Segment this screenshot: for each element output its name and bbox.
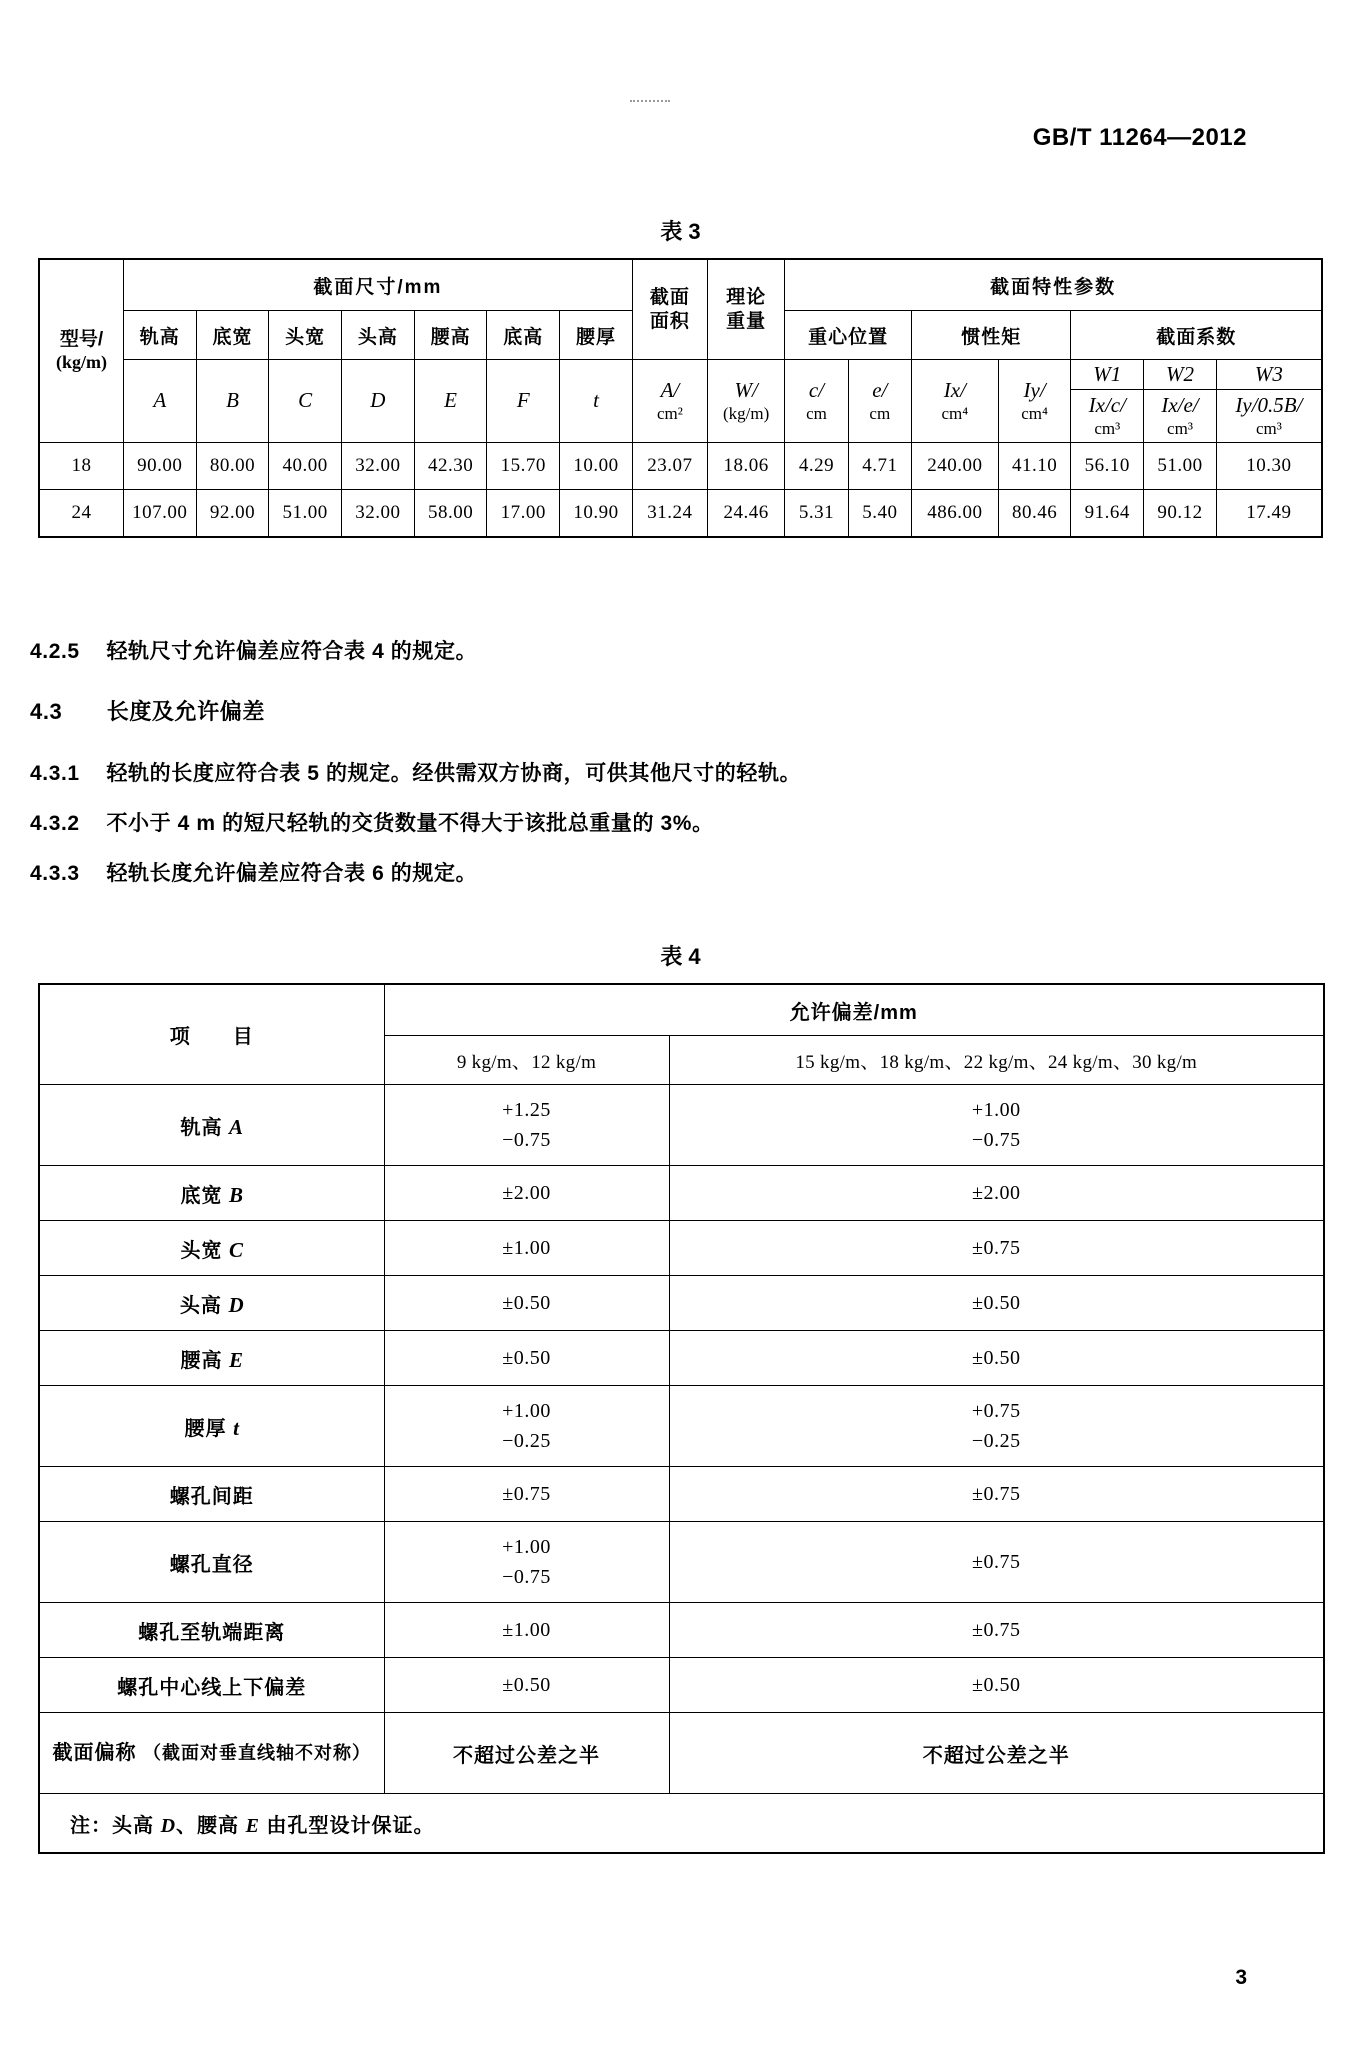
- table3-row: [39, 442, 1322, 489]
- table4-value-large-bottom: −0.75: [971, 1129, 1021, 1151]
- table3-header-weight-line1: 理论: [726, 286, 767, 308]
- table4-note: [39, 1794, 1324, 1854]
- table3-cell-b: 80.00: [196, 442, 269, 489]
- table3-header-iy-sym-text: Iy/: [1023, 378, 1046, 402]
- table4-row: [39, 1276, 1324, 1331]
- table3-header-e-unit: cm: [869, 404, 891, 424]
- table4-cell-large: [669, 1386, 1324, 1467]
- paragraph-4-3-1-number: 4.3.1: [30, 762, 80, 785]
- table3-header-dim-f: 底高: [487, 311, 560, 360]
- table4-cell-item: 螺孔间距: [39, 1467, 384, 1522]
- table4-cell-item: 螺孔直径: [39, 1522, 384, 1603]
- table3-cell-centroid-c: 5.31: [785, 489, 848, 537]
- table3-cell-model: 24: [39, 489, 123, 537]
- table3-cell-t: 10.00: [560, 442, 633, 489]
- page-number: 3: [1235, 1966, 1247, 1989]
- table4-header-item: 项 目: [39, 984, 384, 1085]
- table3-header-weight-unit: (kg/m): [723, 404, 770, 424]
- table3-header-sym-c: C: [269, 360, 342, 443]
- table3-cell-f: 15.70: [487, 442, 560, 489]
- table4-row: [39, 1221, 1324, 1276]
- paragraph-4-3-1-text: 轻轨的长度应符合表 5 的规定。经供需双方协商，可供其他尺寸的轻轨。: [106, 762, 802, 785]
- table3-header-dim-e: 腰高: [414, 311, 487, 360]
- table3-header-weight-cjk: [707, 259, 784, 360]
- table4-cell-small: ±2.00: [384, 1166, 669, 1221]
- table3-header-c-sym: [785, 360, 848, 443]
- table3-cell-w2: 90.12: [1144, 489, 1217, 537]
- table4-cell-large: ±2.00: [669, 1166, 1324, 1221]
- table3-header-dim-d: 头高: [342, 311, 415, 360]
- table3-header-w2-sym: Ix/e/: [1161, 393, 1199, 417]
- table4-item-symbol: D: [228, 1292, 244, 1317]
- table3-cell-e: 58.00: [414, 489, 487, 537]
- table3-header-sym-e: E: [414, 360, 487, 443]
- table3-header-w1: W1: [1071, 360, 1144, 390]
- table3-cell-ix: 486.00: [911, 489, 998, 537]
- table3-header-ix-unit: cm⁴: [941, 404, 969, 424]
- table3-header-section-area-line2: 面积: [649, 310, 690, 332]
- table3-caption: 表 3: [660, 219, 701, 244]
- table3-cell-w2: 51.00: [1144, 442, 1217, 489]
- table4-row: [39, 1658, 1324, 1713]
- table3-header-section-modulus: 截面系数: [1071, 311, 1322, 360]
- table3-header-dim-t: 腰厚: [560, 311, 633, 360]
- table4-value-small-bottom: −0.25: [502, 1430, 551, 1452]
- table4-value-large-bottom: −0.25: [971, 1430, 1021, 1452]
- table3-header-area-unit: cm²: [656, 404, 683, 424]
- table4-cell-item: [39, 1166, 384, 1221]
- table3-header-sym-d: D: [342, 360, 415, 443]
- table3-cell-area: 31.24: [632, 489, 707, 537]
- paragraph-4-2-5: [30, 640, 1330, 663]
- table3-cell-centroid-e: 5.40: [848, 489, 911, 537]
- table4-value-large-top: +0.75: [971, 1400, 1021, 1422]
- table4-cell-small: ±1.00: [384, 1603, 669, 1658]
- table3-header-dim-a: 轨高: [123, 311, 196, 360]
- paragraph-4-3-3-number: 4.3.3: [30, 862, 80, 885]
- table3-header-e-sym-text: e/: [872, 378, 888, 402]
- table4-note-text-a: 头高: [112, 1814, 161, 1837]
- table4-note-prefix: 注：: [70, 1814, 112, 1837]
- table3: [38, 258, 1323, 538]
- table4-cell-large: ±0.75: [669, 1467, 1324, 1522]
- table4-header-spec-large: 15 kg/m、18 kg/m、22 kg/m、24 kg/m、30 kg/m: [669, 1036, 1324, 1085]
- table3-cell-c: 40.00: [269, 442, 342, 489]
- table3-header-ix-sym: [911, 360, 998, 443]
- table3-cell-w1: 91.64: [1071, 489, 1144, 537]
- table3-cell-c: 51.00: [269, 489, 342, 537]
- paragraph-4-3-2-number: 4.3.2: [30, 812, 80, 835]
- table3-container: [38, 215, 1323, 538]
- table3-header-ix-sym-text: Ix/: [943, 378, 966, 402]
- table3-cell-d: 32.00: [342, 442, 415, 489]
- table3-cell-t: 10.90: [560, 489, 633, 537]
- table4-cell-item: 螺孔中心线上下偏差: [39, 1658, 384, 1713]
- table4-cell-small: [384, 1386, 669, 1467]
- table3-row: [39, 489, 1322, 537]
- table3-cell-a: 90.00: [123, 442, 196, 489]
- table3-header-model-unit: (kg/m): [55, 352, 107, 373]
- table4-cell-asymmetry-large: 不超过公差之半: [669, 1713, 1324, 1794]
- paragraph-4-2-5-text: 轻轨尺寸允许偏差应符合表 4 的规定。: [106, 640, 478, 663]
- table4-row: [39, 1467, 1324, 1522]
- table3-header-c-sym-text: c/: [808, 378, 825, 402]
- table3-header-weight-sym: [707, 360, 784, 443]
- table3-cell-d: 32.00: [342, 489, 415, 537]
- table3-header-section-area-cjk: [632, 259, 707, 360]
- table4-caption: 表 4: [660, 944, 701, 969]
- table4-cell-large: ±0.50: [669, 1331, 1324, 1386]
- table4-cell-small: [384, 1522, 669, 1603]
- table4-header-top: [39, 984, 1324, 1036]
- table3-cell-w3: 17.49: [1216, 489, 1322, 537]
- table4-note-symbol-e: E: [245, 1814, 260, 1837]
- table3-cell-f: 17.00: [487, 489, 560, 537]
- table4-value-small-top: +1.00: [502, 1400, 551, 1422]
- table4-value-small-top: +1.00: [502, 1536, 551, 1558]
- table4: [38, 983, 1325, 1854]
- table4-row: [39, 1603, 1324, 1658]
- table3-header-w2-formula: [1144, 390, 1217, 443]
- table4-item-symbol: E: [229, 1347, 244, 1372]
- table3-cell-ix: 240.00: [911, 442, 998, 489]
- table4-value-small-bottom: −0.75: [502, 1129, 551, 1151]
- table4-cell-small: ±1.00: [384, 1221, 669, 1276]
- paragraph-4-3-3: [30, 862, 1330, 885]
- paragraph-4-2-5-number: 4.2.5: [30, 640, 80, 663]
- table4-asymmetry-line2: （截面对垂直线轴不对称）: [143, 1742, 372, 1763]
- table3-cell-centroid-e: 4.71: [848, 442, 911, 489]
- paragraph-4-3-1: [30, 762, 1330, 785]
- table4-note-symbol-d: D: [160, 1814, 177, 1837]
- table4-value-small-bottom: −0.75: [502, 1566, 551, 1588]
- table4-item-label: 腰高: [180, 1349, 223, 1372]
- table4-header-allowance: 允许偏差/mm: [384, 984, 1324, 1036]
- table4-row-asymmetry: [39, 1713, 1324, 1794]
- table3-header-e-sym: [848, 360, 911, 443]
- table3-header-section-area-line1: 截面: [649, 286, 690, 308]
- table4-cell-large: ±0.75: [669, 1603, 1324, 1658]
- table4-item-symbol: A: [229, 1114, 244, 1139]
- table3-header-w3-unit: cm³: [1255, 419, 1282, 439]
- table3-cell-w3: 10.30: [1216, 442, 1322, 489]
- paragraph-4-3-2-text: 不小于 4 m 的短尺轻轨的交货数量不得大于该批总重量的 3%。: [106, 812, 714, 835]
- table3-cell-w1: 56.10: [1071, 442, 1144, 489]
- table3-header-dim-c: 头宽: [269, 311, 342, 360]
- table3-header-inertia: 惯性矩: [911, 311, 1070, 360]
- table4-cell-large: ±0.75: [669, 1522, 1324, 1603]
- table3-header-dim-b: 底宽: [196, 311, 269, 360]
- table4-row: [39, 1386, 1324, 1467]
- table4-cell-item: [39, 1276, 384, 1331]
- table3-header-w2: W2: [1144, 360, 1217, 390]
- table4-cell-large: [669, 1085, 1324, 1166]
- table4-item-label: 头宽: [180, 1239, 223, 1262]
- section-heading-4-3: [30, 700, 1330, 724]
- table3-header-w3: W3: [1216, 360, 1322, 390]
- table3-header-c-unit: cm: [806, 404, 827, 424]
- table3-cell-model: 18: [39, 442, 123, 489]
- table3-header-sym-t: t: [560, 360, 633, 443]
- table4-cell-small: ±0.50: [384, 1276, 669, 1331]
- table3-header-w3-sym: Iy/0.5B/: [1235, 393, 1303, 417]
- table4-cell-item: [39, 1386, 384, 1467]
- table4-header-spec-small: 9 kg/m、12 kg/m: [384, 1036, 669, 1085]
- table3-header-groups: [39, 259, 1322, 311]
- table3-header-centroid: 重心位置: [785, 311, 912, 360]
- table3-header-sym-f: F: [487, 360, 560, 443]
- table3-header-weight-line2: 重量: [726, 310, 767, 332]
- table4-value-large-top: +1.00: [971, 1099, 1021, 1121]
- crop-mark: [630, 100, 670, 105]
- table3-header-area-sym-text: A/: [660, 378, 680, 402]
- table3-header-w2-unit: cm³: [1167, 419, 1193, 439]
- table3-header-area-sym: [632, 360, 707, 443]
- section-heading-4-3-number: 4.3: [30, 699, 63, 724]
- table4-row: [39, 1085, 1324, 1166]
- paragraph-4-3-2: [30, 812, 1330, 835]
- table3-header-symbols: [39, 360, 1322, 390]
- table4-item-label: 腰厚: [184, 1417, 227, 1440]
- table3-cell-area: 23.07: [632, 442, 707, 489]
- table3-header-w1-formula: [1071, 390, 1144, 443]
- table4-item-label: 底宽: [180, 1184, 223, 1207]
- table4-cell-small: ±0.75: [384, 1467, 669, 1522]
- table3-cell-iy: 41.10: [998, 442, 1071, 489]
- table3-header-model: [39, 259, 123, 442]
- table3-cell-b: 92.00: [196, 489, 269, 537]
- table3-header-weight-sym-text: W/: [734, 378, 758, 402]
- paragraph-4-3-3-text: 轻轨长度允许偏差应符合表 6 的规定。: [106, 862, 478, 885]
- table3-header-iy-sym: [998, 360, 1071, 443]
- table4-row: [39, 1331, 1324, 1386]
- document-header-standard-code: GB/T 11264—2012: [1032, 124, 1247, 151]
- table4-row: [39, 1166, 1324, 1221]
- table3-header-w1-unit: cm³: [1094, 419, 1121, 439]
- table3-header-w3-formula: [1216, 390, 1322, 443]
- table4-cell-large: ±0.50: [669, 1276, 1324, 1331]
- table3-header-section-properties: 截面特性参数: [785, 259, 1322, 311]
- table4-cell-item: [39, 1085, 384, 1166]
- table3-header-sym-b: B: [196, 360, 269, 443]
- table3-header-sym-a: A: [123, 360, 196, 443]
- table3-header-w1-sym: Ix/c/: [1088, 393, 1126, 417]
- table4-note-text-c: 由孔型设计保证。: [259, 1814, 435, 1837]
- table3-cell-a: 107.00: [123, 489, 196, 537]
- table4-item-symbol: B: [229, 1182, 244, 1207]
- table4-cell-item: [39, 1331, 384, 1386]
- table4-item-label: 轨高: [180, 1116, 223, 1139]
- table4-row: [39, 1522, 1324, 1603]
- table4-item-symbol: C: [229, 1237, 244, 1262]
- table3-header-section-dimensions: 截面尺寸/mm: [123, 259, 632, 311]
- table4-cell-small: [384, 1085, 669, 1166]
- table3-cell-weight: 18.06: [707, 442, 784, 489]
- table4-cell-item: 螺孔至轨端距离: [39, 1603, 384, 1658]
- table4-cell-item: [39, 1221, 384, 1276]
- table4-cell-asymmetry-small: 不超过公差之半: [384, 1713, 669, 1794]
- table3-cell-e: 42.30: [414, 442, 487, 489]
- table4-note-text-b: 、腰高: [176, 1814, 246, 1837]
- table4-asymmetry-line1: 截面偏称: [52, 1741, 137, 1764]
- table4-cell-small: ±0.50: [384, 1331, 669, 1386]
- table4-cell-large: ±0.75: [669, 1221, 1324, 1276]
- table4-item-symbol: t: [233, 1415, 239, 1440]
- table4-cell-large: ±0.50: [669, 1658, 1324, 1713]
- table4-cell-small: ±0.50: [384, 1658, 669, 1713]
- table4-item-label: 头高: [179, 1294, 222, 1317]
- table4-value-small-top: +1.25: [502, 1099, 551, 1121]
- table3-cell-weight: 24.46: [707, 489, 784, 537]
- section-heading-4-3-text: 长度及允许偏差: [106, 699, 265, 724]
- table4-note-row: [39, 1794, 1324, 1854]
- table4-cell-item-asymmetry: [39, 1713, 384, 1794]
- table3-header-model-label: 型号/: [59, 328, 104, 350]
- table4-container: [38, 940, 1323, 1854]
- table3-header-iy-unit: cm⁴: [1021, 404, 1048, 424]
- table3-cell-iy: 80.46: [998, 489, 1071, 537]
- table3-cell-centroid-c: 4.29: [785, 442, 848, 489]
